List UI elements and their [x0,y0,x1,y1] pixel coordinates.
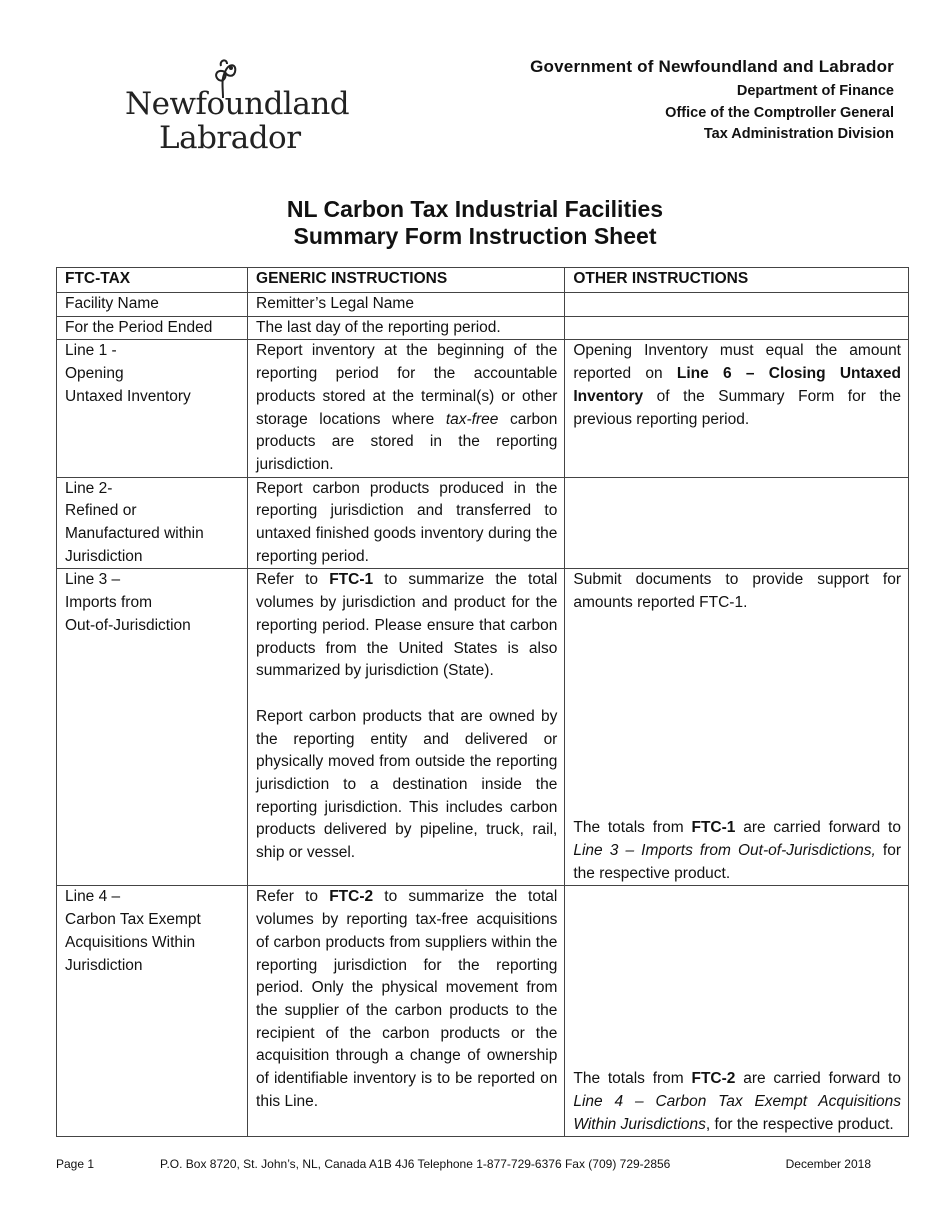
line3-generic [248,569,565,886]
line4-label [57,886,248,1137]
line1-label-part: Line 1 - [65,342,117,360]
line3-label-part: Line 3 – [65,571,121,589]
line4-generic: Refer to FTC-2 to summarize the total volumes by reporting tax-free acquisitions of carbon products from suppliers within the reporting jurisdiction for the reporting period. Only the physical movement from the supplier of the carbon products to the recipient of the carbon products or the acquisition through a change of ownership of identifiable inventory is to be reported on this Line. [248,886,565,1137]
line4-other-text: The totals from FTC-2 are carried forward to Line 4 – Carbon Tax Exempt Acquisitions Within Jurisdictions, for the respective product. [573,1070,901,1133]
table-row-line-4 [57,886,909,1137]
line3-generic-p2: Report carbon products that are owned by the reporting entity and delivered or physically moved from outside the reporting jurisdiction to a destination inside the reporting jurisdiction. This includes carbon products delivered by pipeline, truck, rail, ship or vessel. [256,707,558,862]
government-header [530,57,894,146]
line4-label-part: Line 4 – [65,888,121,906]
table-header-row [57,268,909,293]
line2-label [57,477,248,569]
line3-label-part: Out-of-Jurisdiction [65,616,191,634]
line3-other [565,569,909,886]
line3-other-p2: The totals from FTC-1 are carried forward to Line 3 – Imports from Out-of-Jurisdictions, for the respective product. [573,819,901,882]
footer-contact: P.O. Box 8720, St. John’s, NL, Canada A1B 4J6 Telephone 1-877-729-6376 Fax (709) 729-2856 [160,1157,671,1171]
table-row-line-2 [57,477,909,569]
table-row-line-3 [57,569,909,886]
instruction-table [56,267,909,1137]
line1-label-part: Opening [65,365,124,383]
table-row-period [57,316,909,340]
line1-other: Opening Inventory must equal the amount reported on Line 6 – Closing Untaxed Inventory of the Summary Form for the previous reporting period. [565,340,909,477]
logo-word-newfoundland: Newfoundland [125,86,350,122]
facility-generic: Remitter’s Legal Name [248,293,565,317]
table-row-line-1 [57,340,909,477]
line3-label [57,569,248,886]
line3-other-p1: Submit documents to provide support for amounts reported FTC-1. [573,571,901,612]
line3-generic-p1: Refer to FTC-1 to summarize the total volumes by jurisdiction and product for the reporting period. Please ensure that carbon products from the United States is also summarized by jurisdiction (State). [256,571,558,680]
department-name: Department of Finance [736,83,894,99]
line1-label [57,340,248,477]
line1-label-part: Untaxed Inventory [65,387,191,405]
line2-label-part: Jurisdiction [65,547,143,565]
header-other-instructions: OTHER INSTRUCTIONS [565,268,909,293]
line3-label-part: Imports from [65,594,152,612]
line4-other [565,886,909,1137]
document-title [0,196,950,250]
period-label: For the Period Ended [57,316,248,340]
header-ftc-tax: FTC-TAX [57,268,248,293]
newfoundland-labrador-logo [125,58,350,158]
footer-page-number: Page 1 [56,1157,95,1171]
logo-word-labrador: Labrador [159,120,301,156]
table-row-facility [57,293,909,317]
facility-other [565,293,909,317]
title-line-2: Summary Form Instruction Sheet [293,223,657,249]
government-name: Government of Newfoundland and Labrador [530,57,894,76]
line2-generic: Report carbon products produced in the reporting jurisdiction and transferred to untaxed finished goods inventory during the reporting period. [248,477,565,569]
line4-label-part: Jurisdiction [65,956,143,974]
line2-label-part: Refined or [65,502,137,520]
line1-generic: Report inventory at the beginning of the reporting period for the accountable products stored at the terminal(s) or other storage locations where tax-free carbon products are stored in the reporting jurisdiction. [248,340,565,477]
facility-label: Facility Name [57,293,248,317]
line4-label-part: Acquisitions Within [65,933,196,951]
header-generic-instructions: GENERIC INSTRUCTIONS [248,268,565,293]
line4-label-part: Carbon Tax Exempt [65,911,201,929]
line2-other [565,477,909,569]
period-generic: The last day of the reporting period. [248,316,565,340]
title-line-1: NL Carbon Tax Industrial Facilities [286,196,664,222]
line2-label-part: Line 2- [65,479,113,497]
division-name: Tax Administration Division [703,126,894,142]
footer-date: December 2018 [785,1157,871,1171]
line2-label-part: Manufactured within [65,525,204,543]
period-other [565,316,909,340]
office-name: Office of the Comptroller General [665,104,894,121]
